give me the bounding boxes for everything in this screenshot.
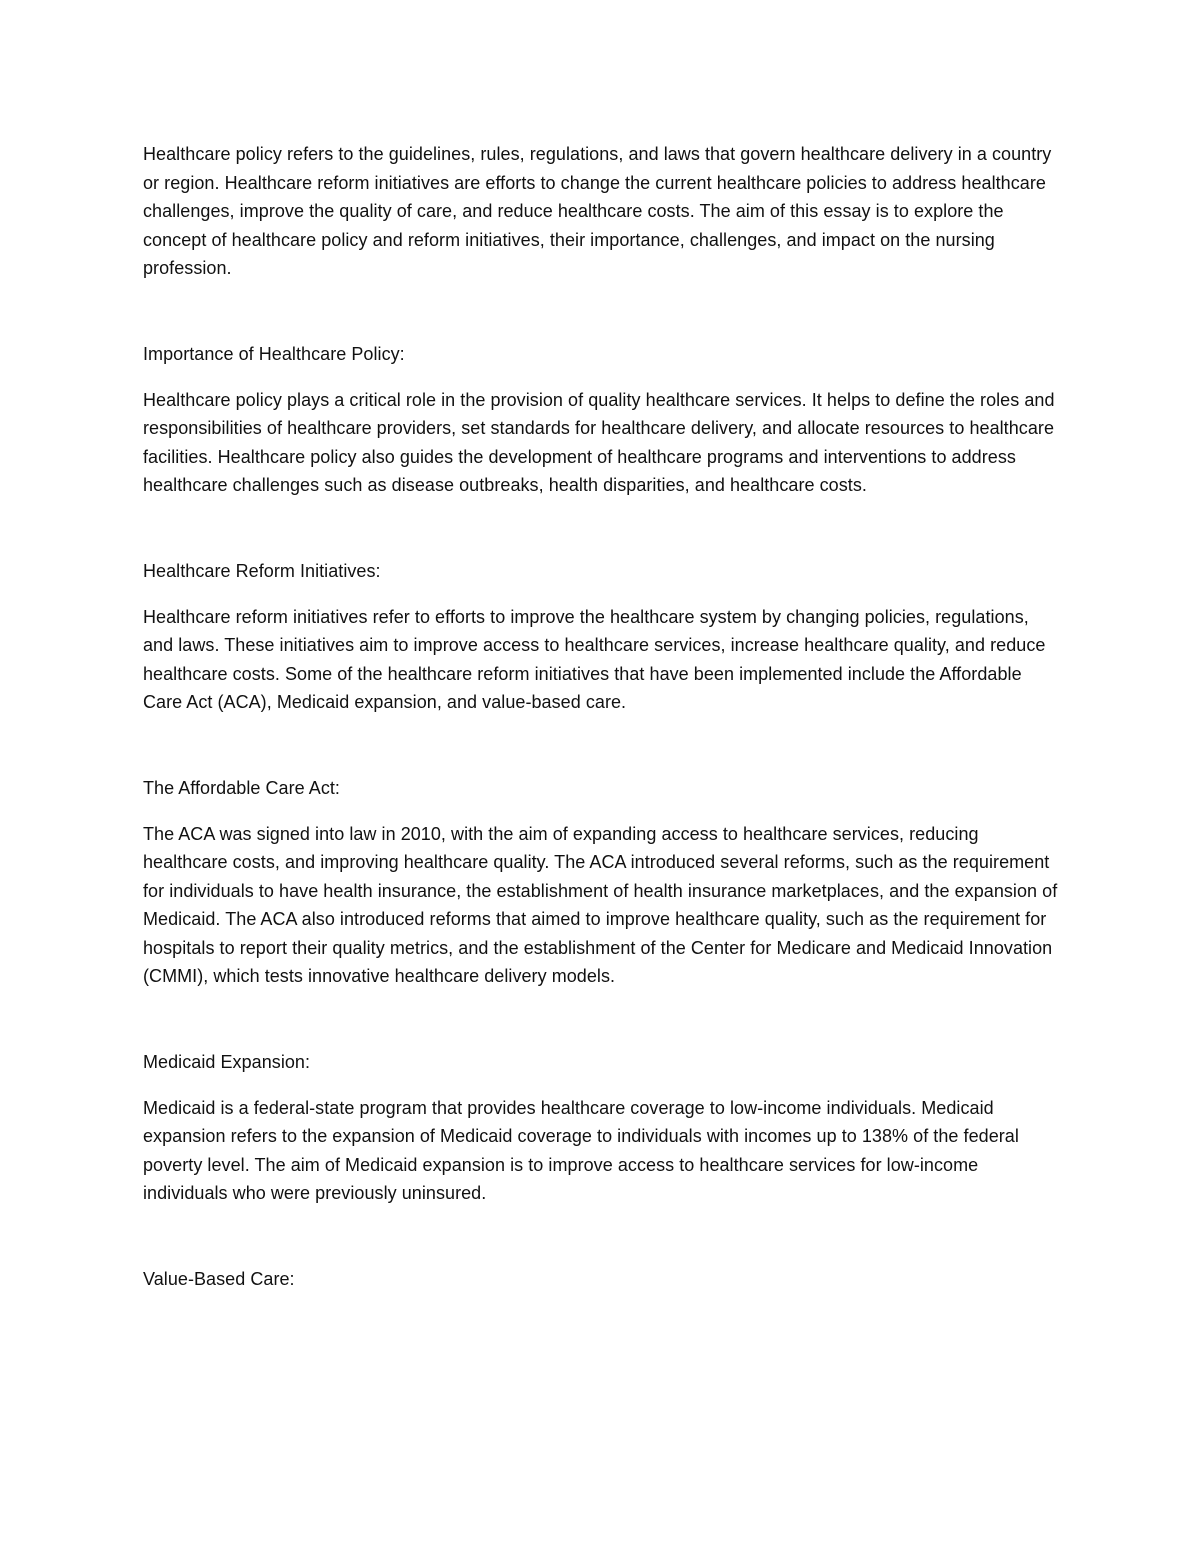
section-heading-aca: The Affordable Care Act: [143, 777, 340, 798]
section-heading-value-based-care: Value-Based Care: [143, 1269, 295, 1290]
intro-paragraph: Healthcare policy refers to the guidelines, rules, regulations, and laws that govern healthcare delivery in a country or region. Healthcare reform initiatives are efforts to change the current healthcare policies to address healthcare challenges, improve the quality of care, and reduce healthcare costs. The aim of this essay is to explore the concept of healthcare policy and reform initiatives, their importance, challenges, and impact on the nursing profession. [143, 144, 1052, 279]
section-heading-importance: Importance of Healthcare Policy: [143, 343, 405, 364]
section-body-reform-initiatives: Healthcare reform initiatives refer to efforts to improve the healthcare system by changing policies, regulations, and laws. These initiatives aim to improve access to healthcare services, increase healthcare quality, and reduce healthcare costs. Some of the healthcare reform initiatives that have been implemented include the Affordable Care Act (ACA), Medicaid expansion, and value-based care. [143, 606, 1046, 713]
section-body-importance: Healthcare policy plays a critical role in the provision of quality healthcare services. It helps to define the roles and responsibilities of healthcare providers, set standards for healthcare delivery, and allocate resources to healthcare facilities. Healthcare policy also guides the development of healthcare programs and interventions to address healthcare challenges such as disease outbreaks, health disparities, and healthcare costs. [143, 389, 1055, 496]
section-body-medicaid-expansion: Medicaid is a federal-state program that provides healthcare coverage to low-income individuals. Medicaid expansion refers to the expansion of Medicaid coverage to individuals with incomes up to 138% of the federal poverty level. The aim of Medicaid expansion is to improve access to healthcare services for low-income individuals who were previously uninsured. [143, 1097, 1019, 1204]
section-heading-medicaid-expansion: Medicaid Expansion: [143, 1052, 311, 1073]
section-heading-reform-initiatives: Healthcare Reform Initiatives: [143, 560, 381, 581]
section-body-aca: The ACA was signed into law in 2010, with the aim of expanding access to healthcare services, reducing healthcare costs, and improving healthcare quality. The ACA introduced several reforms, such as the requirement for individuals to have health insurance, the establishment of health insurance marketplaces, and the expansion of Medicaid. The ACA also introduced reforms that aimed to improve healthcare quality, such as the requirement for hospitals to report their quality metrics, and the establishment of the Center for Medicare and Medicaid Innovation (CMMI), which tests innovative healthcare delivery models. [143, 823, 1058, 987]
document-body [143, 140, 1058, 1311]
